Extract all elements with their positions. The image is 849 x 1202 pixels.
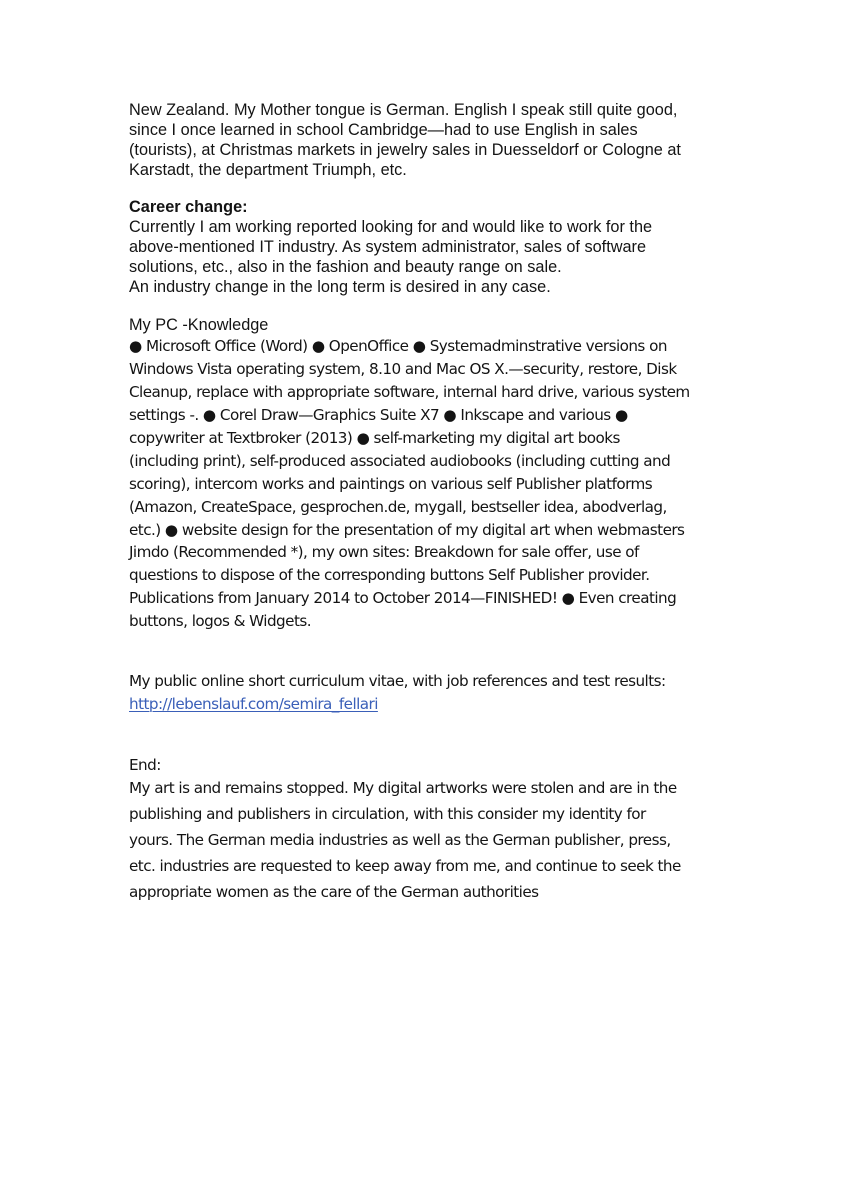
text-line: publishing and publishers in circulation, with this consider my identity for bbox=[129, 805, 646, 823]
text-line: Cleanup, replace with appropriate software, internal hard drive, various system bbox=[129, 383, 690, 401]
text-line: An industry change in the long term is desired in any case. bbox=[129, 278, 551, 296]
text-line: Currently I am working reported looking for and would like to work for the bbox=[129, 218, 653, 236]
text-line: (including print), self-produced associated audiobooks (including cutting and bbox=[129, 452, 671, 470]
text-line: Karstadt, the department Triumph, etc. bbox=[129, 161, 407, 179]
text-line: etc. industries are requested to keep away from me, and continue to seek the bbox=[129, 857, 681, 875]
text-line: scoring), intercom works and paintings on various self Publisher platforms bbox=[129, 475, 653, 493]
text-line: Jimdo (Recommended *), my own sites: Breakdown for sale offer, use of bbox=[129, 543, 639, 561]
text-line: appropriate women as the care of the German authorities bbox=[129, 883, 539, 901]
text-line: questions to dispose of the corresponding buttons Self Publisher provider. bbox=[129, 566, 650, 584]
text-line: settings -. ● Corel Draw—Graphics Suite X7 ● Inkscape and various ● bbox=[129, 406, 628, 424]
text-line: (tourists), at Christmas markets in jewelry sales in Duesseldorf or Cologne at bbox=[129, 141, 681, 159]
text-line: above-mentioned IT industry. As system administrator, sales of software bbox=[129, 238, 647, 256]
text-line: ● Microsoft Office (Word) ● OpenOffice ● Systemadminstrative versions on bbox=[129, 337, 667, 355]
section-heading: Career change: bbox=[129, 198, 248, 216]
text-line: (Amazon, CreateSpace, gesprochen.de, mygall, bestseller idea, abodverlag, bbox=[129, 498, 667, 516]
text-line: since I once learned in school Cambridge—had to use English in sales bbox=[129, 121, 638, 139]
text-line: New Zealand. My Mother tongue is German. English I speak still quite good, bbox=[129, 101, 678, 119]
section-heading: End: bbox=[129, 756, 161, 774]
cv-link[interactable]: http://lebenslauf.com/semira_fellari bbox=[129, 695, 378, 713]
text-line: Windows Vista operating system, 8.10 and Mac OS X.—security, restore, Disk bbox=[129, 360, 677, 378]
text-line: copywriter at Textbroker (2013) ● self-marketing my digital art books bbox=[129, 429, 620, 447]
text-line: etc.) ● website design for the presentation of my digital art when webmasters bbox=[129, 521, 685, 539]
text-line: Publications from January 2014 to October 2014—FINISHED! ● Even creating bbox=[129, 589, 677, 607]
text-line: buttons, logos & Widgets. bbox=[129, 612, 311, 630]
text-line: My art is and remains stopped. My digital artworks were stolen and are in the bbox=[129, 779, 677, 797]
text-line: yours. The German media industries as well as the German publisher, press, bbox=[129, 831, 671, 849]
text-line: solutions, etc., also in the fashion and beauty range on sale. bbox=[129, 258, 562, 276]
text-line: My public online short curriculum vitae, with job references and test results: bbox=[129, 672, 666, 690]
section-heading: My PC -Knowledge bbox=[129, 316, 269, 334]
